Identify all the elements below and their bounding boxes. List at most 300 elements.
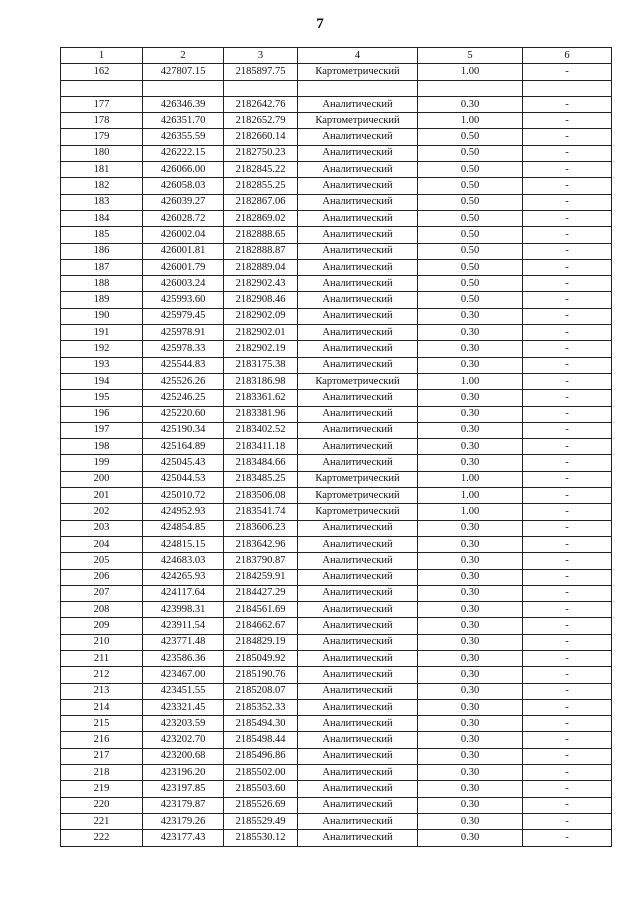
note-cell: - [523, 650, 612, 666]
table-row [61, 243, 612, 259]
y-coordinate-cell: 2185352.33 [224, 699, 298, 715]
point-number-cell: 204 [61, 536, 143, 552]
method-cell: Аналитический [298, 650, 418, 666]
method-cell: Картометрический [298, 64, 418, 80]
x-coordinate-cell: 425526.26 [143, 373, 224, 389]
method-cell: Аналитический [298, 210, 418, 226]
accuracy-cell: 0.30 [418, 585, 523, 601]
point-number-cell: 216 [61, 732, 143, 748]
y-coordinate-cell: 2184259.91 [224, 569, 298, 585]
table-row [61, 536, 612, 552]
y-coordinate-cell: 2185208.07 [224, 683, 298, 699]
x-coordinate-cell: 423467.00 [143, 667, 224, 683]
note-cell: - [523, 113, 612, 129]
method-cell: Аналитический [298, 716, 418, 732]
table-row [61, 113, 612, 129]
y-coordinate-cell: 2182888.65 [224, 227, 298, 243]
table-row [61, 308, 612, 324]
accuracy-cell: 0.30 [418, 357, 523, 373]
accuracy-cell: 0.30 [418, 650, 523, 666]
point-number-cell: 215 [61, 716, 143, 732]
y-coordinate-cell: 2185502.00 [224, 765, 298, 781]
y-coordinate-cell: 2183411.18 [224, 439, 298, 455]
y-coordinate-cell: 2182750.23 [224, 145, 298, 161]
accuracy-cell: 0.50 [418, 243, 523, 259]
method-cell: Аналитический [298, 276, 418, 292]
point-number-cell: 196 [61, 406, 143, 422]
accuracy-cell: 0.30 [418, 406, 523, 422]
accuracy-cell: 0.30 [418, 536, 523, 552]
note-cell: - [523, 732, 612, 748]
point-number-cell: 218 [61, 765, 143, 781]
x-coordinate-cell: 423196.20 [143, 765, 224, 781]
table-row [61, 422, 612, 438]
method-cell: Аналитический [298, 683, 418, 699]
point-number-cell: 183 [61, 194, 143, 210]
method-cell: Аналитический [298, 781, 418, 797]
point-number-cell: 206 [61, 569, 143, 585]
x-coordinate-cell: 426028.72 [143, 210, 224, 226]
x-coordinate-cell: 425010.72 [143, 488, 224, 504]
x-coordinate-cell: 426039.27 [143, 194, 224, 210]
table-row [61, 781, 612, 797]
accuracy-cell: 0.30 [418, 455, 523, 471]
point-number-cell: 198 [61, 439, 143, 455]
point-number-cell: 162 [61, 64, 143, 80]
table-row [61, 650, 612, 666]
note-cell: - [523, 765, 612, 781]
note-cell: - [523, 210, 612, 226]
point-number-cell: 197 [61, 422, 143, 438]
method-cell: Аналитический [298, 129, 418, 145]
table-row [61, 683, 612, 699]
y-coordinate-cell: 2183402.52 [224, 422, 298, 438]
column-header: 1 [61, 48, 143, 64]
point-number-cell: 178 [61, 113, 143, 129]
accuracy-cell: 0.30 [418, 390, 523, 406]
y-coordinate-cell: 2182889.04 [224, 259, 298, 275]
accuracy-cell: 0.50 [418, 145, 523, 161]
y-coordinate-cell: 2183506.08 [224, 488, 298, 504]
table-row [61, 178, 612, 194]
x-coordinate-cell: 423911.54 [143, 618, 224, 634]
method-cell: Аналитический [298, 308, 418, 324]
y-coordinate-cell: 2182902.19 [224, 341, 298, 357]
accuracy-cell: 0.50 [418, 227, 523, 243]
point-number-cell: 195 [61, 390, 143, 406]
table-row [61, 210, 612, 226]
accuracy-cell: 0.30 [418, 683, 523, 699]
note-cell: - [523, 813, 612, 829]
method-cell: Аналитический [298, 536, 418, 552]
note-cell: - [523, 471, 612, 487]
method-cell: Аналитический [298, 569, 418, 585]
method-cell: Аналитический [298, 602, 418, 618]
method-cell: Аналитический [298, 830, 418, 846]
table-row [61, 797, 612, 813]
point-number-cell: 182 [61, 178, 143, 194]
note-cell: - [523, 243, 612, 259]
table-row [61, 96, 612, 112]
note-cell: - [523, 162, 612, 178]
note-cell: - [523, 585, 612, 601]
point-number-cell: 193 [61, 357, 143, 373]
method-cell: Картометрический [298, 113, 418, 129]
accuracy-cell: 0.30 [418, 422, 523, 438]
note-cell: - [523, 390, 612, 406]
table-row [61, 504, 612, 520]
x-coordinate-cell: 425544.83 [143, 357, 224, 373]
point-number-cell: 212 [61, 667, 143, 683]
table-row [61, 80, 612, 96]
x-coordinate-cell: 423771.48 [143, 634, 224, 650]
note-cell: - [523, 618, 612, 634]
column-header: 6 [523, 48, 612, 64]
note-cell: - [523, 455, 612, 471]
y-coordinate-cell: 2182908.46 [224, 292, 298, 308]
column-header: 2 [143, 48, 224, 64]
table-row [61, 488, 612, 504]
accuracy-cell: 0.30 [418, 96, 523, 112]
point-number-cell: 208 [61, 602, 143, 618]
note-cell: - [523, 308, 612, 324]
y-coordinate-cell: 2185503.60 [224, 781, 298, 797]
y-coordinate-cell: 2184829.19 [224, 634, 298, 650]
note-cell: - [523, 439, 612, 455]
table-row [61, 276, 612, 292]
point-number-cell: 207 [61, 585, 143, 601]
x-coordinate-cell: 426355.59 [143, 129, 224, 145]
point-number-cell: 184 [61, 210, 143, 226]
note-cell: - [523, 683, 612, 699]
method-cell: Аналитический [298, 341, 418, 357]
table-row [61, 373, 612, 389]
accuracy-cell: 0.30 [418, 667, 523, 683]
table-row [61, 471, 612, 487]
accuracy-cell: 0.30 [418, 797, 523, 813]
table-row [61, 325, 612, 341]
point-number-cell: 214 [61, 699, 143, 715]
method-cell: Аналитический [298, 292, 418, 308]
point-number-cell [61, 80, 143, 96]
point-number-cell: 210 [61, 634, 143, 650]
table-row [61, 292, 612, 308]
point-number-cell: 187 [61, 259, 143, 275]
method-cell: Аналитический [298, 748, 418, 764]
y-coordinate-cell: 2185529.49 [224, 813, 298, 829]
note-cell: - [523, 64, 612, 80]
x-coordinate-cell: 425978.91 [143, 325, 224, 341]
x-coordinate-cell: 426001.79 [143, 259, 224, 275]
method-cell: Аналитический [298, 765, 418, 781]
accuracy-cell: 0.30 [418, 765, 523, 781]
method-cell [298, 80, 418, 96]
table-row [61, 618, 612, 634]
note-cell: - [523, 602, 612, 618]
y-coordinate-cell: 2182855.25 [224, 178, 298, 194]
note-cell: - [523, 145, 612, 161]
y-coordinate-cell: 2183541.74 [224, 504, 298, 520]
x-coordinate-cell: 425045.43 [143, 455, 224, 471]
y-coordinate-cell: 2184561.69 [224, 602, 298, 618]
x-coordinate-cell: 425190.34 [143, 422, 224, 438]
point-number-cell: 201 [61, 488, 143, 504]
accuracy-cell: 0.30 [418, 830, 523, 846]
table-row [61, 634, 612, 650]
method-cell: Аналитический [298, 634, 418, 650]
y-coordinate-cell: 2185498.44 [224, 732, 298, 748]
note-cell [523, 80, 612, 96]
point-number-cell: 202 [61, 504, 143, 520]
x-coordinate-cell: 424265.93 [143, 569, 224, 585]
accuracy-cell: 1.00 [418, 113, 523, 129]
method-cell: Аналитический [298, 520, 418, 536]
x-coordinate-cell: 423202.70 [143, 732, 224, 748]
accuracy-cell: 0.30 [418, 781, 523, 797]
table-row [61, 716, 612, 732]
point-number-cell: 190 [61, 308, 143, 324]
method-cell: Аналитический [298, 357, 418, 373]
table-row [61, 585, 612, 601]
table-row [61, 699, 612, 715]
accuracy-cell: 0.50 [418, 292, 523, 308]
x-coordinate-cell: 426003.24 [143, 276, 224, 292]
x-coordinate-cell: 426066.00 [143, 162, 224, 178]
accuracy-cell: 0.30 [418, 748, 523, 764]
point-number-cell: 185 [61, 227, 143, 243]
note-cell: - [523, 634, 612, 650]
point-number-cell: 189 [61, 292, 143, 308]
note-cell: - [523, 325, 612, 341]
x-coordinate-cell: 423998.31 [143, 602, 224, 618]
y-coordinate-cell: 2183186.98 [224, 373, 298, 389]
note-cell: - [523, 422, 612, 438]
note-cell: - [523, 699, 612, 715]
note-cell: - [523, 178, 612, 194]
accuracy-cell: 0.30 [418, 569, 523, 585]
y-coordinate-cell: 2182642.76 [224, 96, 298, 112]
method-cell: Аналитический [298, 439, 418, 455]
x-coordinate-cell: 425993.60 [143, 292, 224, 308]
note-cell: - [523, 504, 612, 520]
column-header: 3 [224, 48, 298, 64]
x-coordinate-cell: 423197.85 [143, 781, 224, 797]
table-row [61, 732, 612, 748]
y-coordinate-cell: 2185190.76 [224, 667, 298, 683]
method-cell: Аналитический [298, 96, 418, 112]
table-row [61, 227, 612, 243]
note-cell: - [523, 96, 612, 112]
table-row [61, 667, 612, 683]
table-row [61, 145, 612, 161]
y-coordinate-cell: 2183381.96 [224, 406, 298, 422]
method-cell: Картометрический [298, 373, 418, 389]
x-coordinate-cell: 423321.45 [143, 699, 224, 715]
method-cell: Аналитический [298, 667, 418, 683]
column-header: 4 [298, 48, 418, 64]
x-coordinate-cell: 426346.39 [143, 96, 224, 112]
x-coordinate-cell: 425979.45 [143, 308, 224, 324]
table-row [61, 64, 612, 80]
note-cell: - [523, 553, 612, 569]
x-coordinate-cell: 423586.36 [143, 650, 224, 666]
table-row [61, 455, 612, 471]
x-coordinate-cell: 426002.04 [143, 227, 224, 243]
accuracy-cell: 1.00 [418, 64, 523, 80]
point-number-cell: 209 [61, 618, 143, 634]
y-coordinate-cell: 2182888.87 [224, 243, 298, 259]
x-coordinate-cell: 426222.15 [143, 145, 224, 161]
point-number-cell: 188 [61, 276, 143, 292]
y-coordinate-cell: 2185530.12 [224, 830, 298, 846]
note-cell: - [523, 520, 612, 536]
x-coordinate-cell: 426001.81 [143, 243, 224, 259]
accuracy-cell: 0.30 [418, 699, 523, 715]
accuracy-cell: 0.30 [418, 341, 523, 357]
accuracy-cell: 1.00 [418, 373, 523, 389]
accuracy-cell: 1.00 [418, 488, 523, 504]
note-cell: - [523, 292, 612, 308]
y-coordinate-cell: 2183361.62 [224, 390, 298, 406]
x-coordinate-cell: 423177.43 [143, 830, 224, 846]
point-number-cell: 179 [61, 129, 143, 145]
table-row [61, 813, 612, 829]
x-coordinate-cell: 425246.25 [143, 390, 224, 406]
x-coordinate-cell: 423179.87 [143, 797, 224, 813]
method-cell: Аналитический [298, 618, 418, 634]
point-number-cell: 177 [61, 96, 143, 112]
table-row [61, 765, 612, 781]
y-coordinate-cell: 2182902.09 [224, 308, 298, 324]
note-cell: - [523, 227, 612, 243]
table-row [61, 830, 612, 846]
y-coordinate-cell: 2183790.87 [224, 553, 298, 569]
note-cell: - [523, 716, 612, 732]
accuracy-cell: 0.30 [418, 553, 523, 569]
page-number: 7 [316, 16, 324, 32]
note-cell: - [523, 406, 612, 422]
note-cell: - [523, 259, 612, 275]
table-row [61, 569, 612, 585]
note-cell: - [523, 276, 612, 292]
point-number-cell: 199 [61, 455, 143, 471]
point-number-cell: 194 [61, 373, 143, 389]
point-number-cell: 181 [61, 162, 143, 178]
table-row [61, 162, 612, 178]
accuracy-cell: 0.30 [418, 308, 523, 324]
note-cell: - [523, 781, 612, 797]
accuracy-cell: 0.30 [418, 618, 523, 634]
method-cell: Аналитический [298, 797, 418, 813]
x-coordinate-cell: 423179.26 [143, 813, 224, 829]
x-coordinate-cell: 423203.59 [143, 716, 224, 732]
accuracy-cell: 0.30 [418, 732, 523, 748]
table-row [61, 259, 612, 275]
y-coordinate-cell: 2182867.06 [224, 194, 298, 210]
note-cell: - [523, 797, 612, 813]
point-number-cell: 220 [61, 797, 143, 813]
note-cell: - [523, 569, 612, 585]
point-number-cell: 211 [61, 650, 143, 666]
table-row [61, 390, 612, 406]
x-coordinate-cell: 424117.64 [143, 585, 224, 601]
point-number-cell: 186 [61, 243, 143, 259]
note-cell: - [523, 194, 612, 210]
y-coordinate-cell: 2183606.23 [224, 520, 298, 536]
x-coordinate-cell: 425978.33 [143, 341, 224, 357]
table-row [61, 129, 612, 145]
accuracy-cell: 0.30 [418, 520, 523, 536]
column-header: 5 [418, 48, 523, 64]
method-cell: Аналитический [298, 162, 418, 178]
x-coordinate-cell: 423200.68 [143, 748, 224, 764]
method-cell: Аналитический [298, 813, 418, 829]
method-cell: Аналитический [298, 194, 418, 210]
point-number-cell: 217 [61, 748, 143, 764]
table-row [61, 602, 612, 618]
point-number-cell: 192 [61, 341, 143, 357]
method-cell: Аналитический [298, 325, 418, 341]
table-row [61, 439, 612, 455]
method-cell: Картометрический [298, 488, 418, 504]
y-coordinate-cell: 2183484.66 [224, 455, 298, 471]
accuracy-cell [418, 80, 523, 96]
accuracy-cell: 1.00 [418, 471, 523, 487]
accuracy-cell: 0.50 [418, 162, 523, 178]
y-coordinate-cell: 2182869.02 [224, 210, 298, 226]
accuracy-cell: 0.50 [418, 194, 523, 210]
accuracy-cell: 0.50 [418, 259, 523, 275]
point-number-cell: 213 [61, 683, 143, 699]
accuracy-cell: 0.30 [418, 602, 523, 618]
method-cell: Аналитический [298, 422, 418, 438]
x-coordinate-cell: 426058.03 [143, 178, 224, 194]
y-coordinate-cell: 2182660.14 [224, 129, 298, 145]
table-row [61, 194, 612, 210]
accuracy-cell: 0.30 [418, 325, 523, 341]
table-row [61, 553, 612, 569]
method-cell: Аналитический [298, 732, 418, 748]
point-number-cell: 222 [61, 830, 143, 846]
point-number-cell: 205 [61, 553, 143, 569]
method-cell: Аналитический [298, 553, 418, 569]
accuracy-cell: 0.50 [418, 276, 523, 292]
note-cell: - [523, 830, 612, 846]
method-cell: Картометрический [298, 471, 418, 487]
y-coordinate-cell: 2183175.38 [224, 357, 298, 373]
x-coordinate-cell: 425164.89 [143, 439, 224, 455]
y-coordinate-cell: 2183485.25 [224, 471, 298, 487]
point-number-cell: 191 [61, 325, 143, 341]
y-coordinate-cell: 2185494.30 [224, 716, 298, 732]
accuracy-cell: 0.50 [418, 178, 523, 194]
table-row [61, 748, 612, 764]
y-coordinate-cell [224, 80, 298, 96]
x-coordinate-cell: 424683.03 [143, 553, 224, 569]
y-coordinate-cell: 2182902.43 [224, 276, 298, 292]
note-cell: - [523, 341, 612, 357]
accuracy-cell: 0.30 [418, 716, 523, 732]
y-coordinate-cell: 2185049.92 [224, 650, 298, 666]
method-cell: Аналитический [298, 390, 418, 406]
point-number-cell: 180 [61, 145, 143, 161]
accuracy-cell: 0.50 [418, 210, 523, 226]
y-coordinate-cell: 2185526.69 [224, 797, 298, 813]
note-cell: - [523, 373, 612, 389]
x-coordinate-cell: 426351.70 [143, 113, 224, 129]
accuracy-cell: 0.30 [418, 439, 523, 455]
table-row [61, 341, 612, 357]
